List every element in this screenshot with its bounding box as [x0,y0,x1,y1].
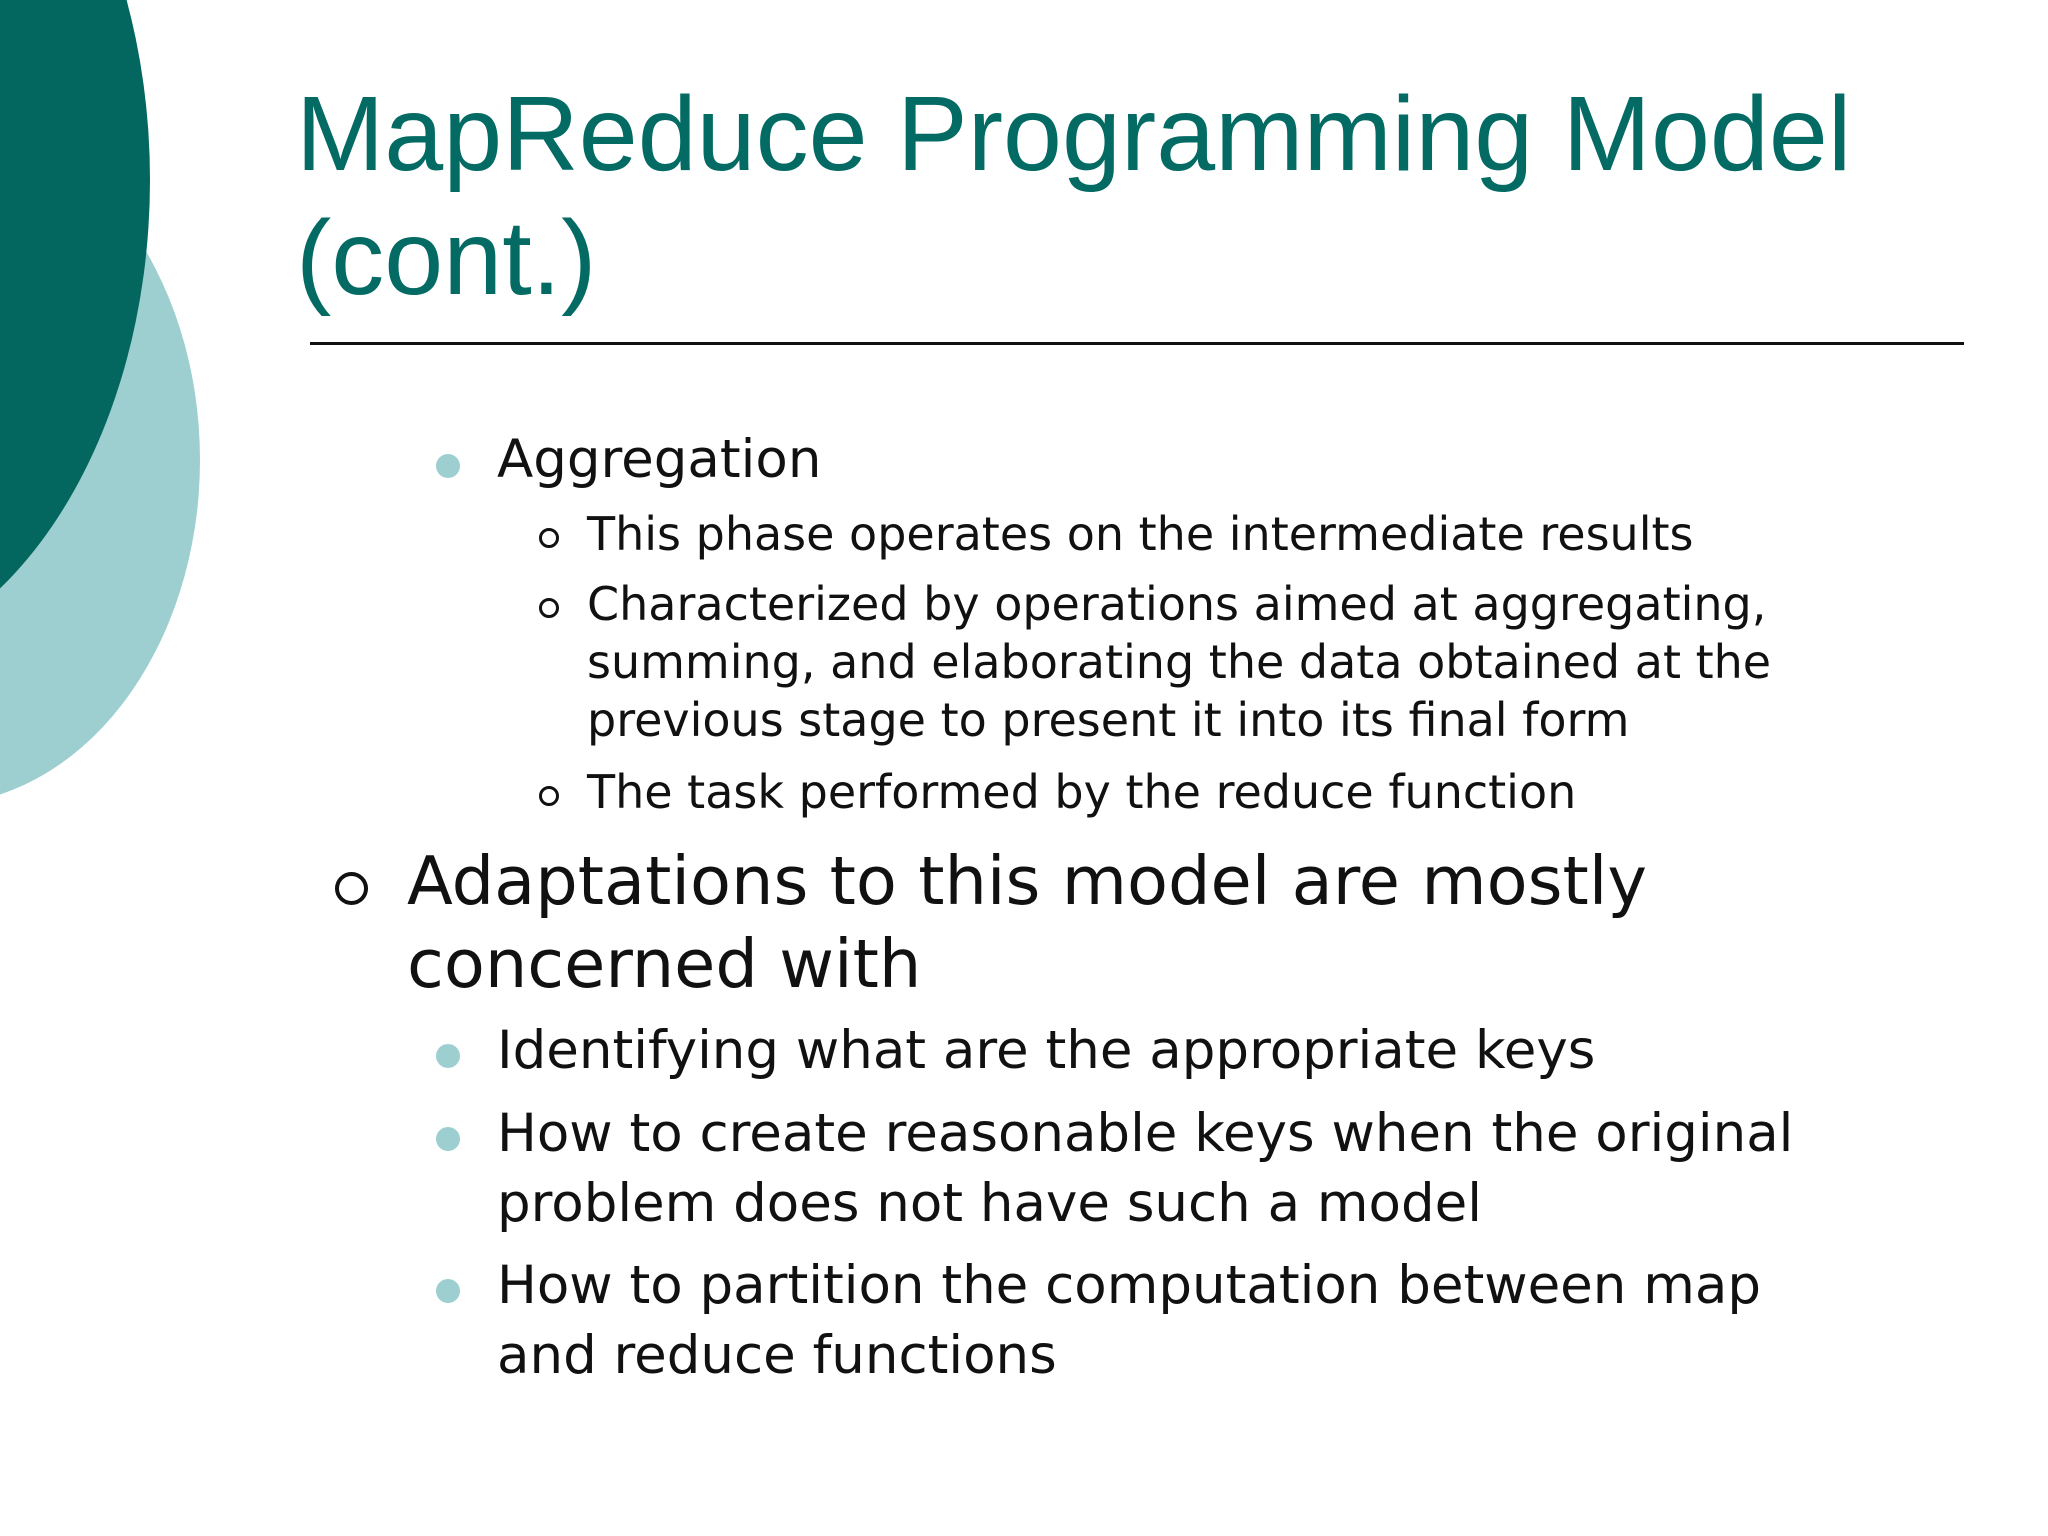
adaptations-item-3-line-2: and reduce functions [497,1325,1057,1386]
bullet-dot-icon [436,454,460,478]
bullet-adaptations-line-2: concerned with [407,925,922,1003]
bullet-circle-icon [539,598,559,618]
bullet-dot-icon [436,1279,460,1303]
slide-title [296,72,1976,320]
adaptations-item-1-line-1: Identifying what are the appropriate keys [497,1020,1596,1081]
bullet-circle-icon [539,528,559,548]
aggregation-item-3-line-1: The task performed by the reduce function [587,765,1577,819]
adaptations-item-2-line-1: How to create reasonable keys when the original [497,1103,1794,1164]
title-divider [310,342,1964,345]
slide-title-line-1: MapReduce Programming Model [296,75,1852,193]
bullet-adaptations-line-1: Adaptations to this model are mostly [407,842,1648,920]
aggregation-item-2-line-2: summing, and elaborating the data obtained at the [587,635,1772,689]
bullet-dot-icon [436,1127,460,1151]
aggregation-item-2-line-1: Characterized by operations aimed at aggregating, [587,577,1767,631]
bullet-circle-icon [539,786,559,806]
aggregation-item-1-line-1: This phase operates on the intermediate results [587,507,1694,561]
adaptations-item-2-line-2: problem does not have such a model [497,1173,1482,1234]
slide-title-line-2: (cont.) [296,199,597,317]
adaptations-item-3-line-1: How to partition the computation between map [497,1255,1761,1316]
aggregation-item-2-line-3: previous stage to present it into its final form [587,693,1630,747]
bullet-aggregation-label: Aggregation [497,429,822,490]
bullet-dot-icon [436,1044,460,1068]
bullet-circle-icon [335,872,368,905]
